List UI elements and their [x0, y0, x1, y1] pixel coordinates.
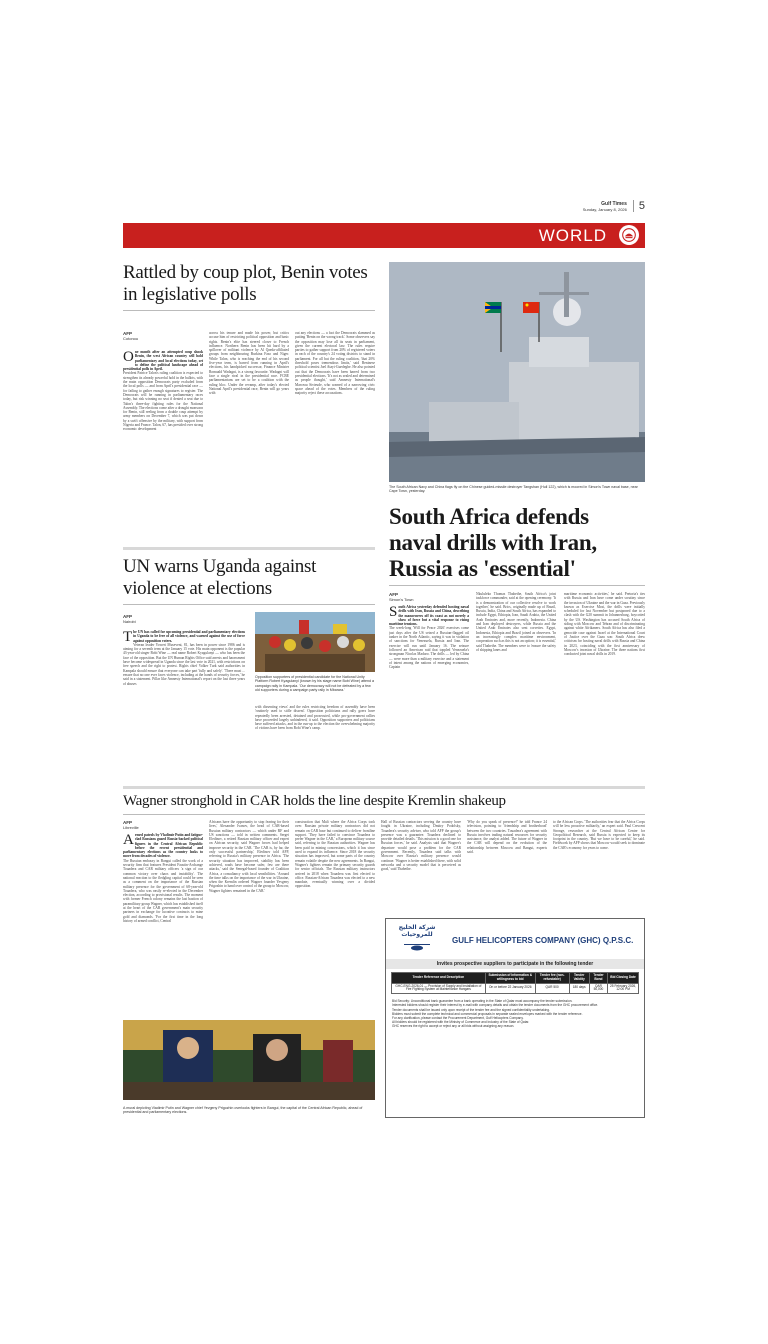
uganda-rally-illustration	[255, 612, 375, 672]
wagner-body-4: Hall of Russian contractors serving the country have fought in Ukraine, including Dmitry Podolsky, Touadera's security adviser, who told AFP the group's presence was a guarantee. Touadera declined to provide detailed details. 'This mission is a good one for Russian forces,' he said. Analysts said that Wagner's departure would pose a problem for the CAR government. Recently, Touadera said talks with Moscow over Russia's military presence would continue. 'Wagner is better established there, with solid networks and a security model that is perceived as good,' said Thabethe.	[381, 820, 461, 872]
newspaper-page	[123, 200, 645, 1140]
naval-column-3	[564, 592, 645, 780]
tender-cell: GHC-ENG-2026-01 — Provision of Supply and Installation of Fire Fighting System at Maintenance Hangars	[392, 983, 486, 994]
ad-notes	[386, 997, 644, 1030]
naval-ship-photo	[389, 262, 645, 482]
emblem-graphic	[622, 228, 636, 242]
naval-article	[389, 504, 645, 582]
uganda-rule	[123, 604, 375, 605]
tender-header-cell: Tender Validity	[569, 973, 589, 984]
wagner-body-2: Africans have the opportunity to stop fearing for their lives,' Alexander Ivanov, the head of CAR-based Russian military contractors — which under RF and US sanctions — told in written comments. Sergei Eledinov, a retired Russian military officer and expert on African security, said Wagner forces had helped improve security in the CAR. 'The CAR is, by far, the only successful partnership,' Eledinov told AFP, referring to Russia's military presence in Africa. 'The security situation has improved, stability has been achieved, roads have become safer, few are there attacks,' said the Senegal-based founder of Coalition Africa, a consultancy with local sensibilities. 'Around the time talks on the importance of the war in Ukraine, when the Kremlin ordered Wagner founder Yevgeny Prigozhin to hand over control of the group to Moscow, Wagner fighters remained in the CAR.'	[209, 820, 289, 893]
publication-date: Sunday, January 8, 2026	[582, 206, 627, 212]
ad-note: GHC reserves the right to accept or reject any or all bids without assigning any reason.	[392, 1024, 515, 1029]
benin-column-1	[123, 350, 203, 650]
ad-invitation: Invites prospective suppliers to participate in the following tender	[386, 959, 644, 969]
wagner-body-5: 'Why do you speak of presence?' he told France 24 television, pointing to 'friendship and brotherhood' between the two countries. Touadera's agreement with Russia involves trading natural resources for security assistance, the analyst added. The future of Wagner in the CAR will depend on the evolution of the relationship between Moscow and Bangui, experts said.	[467, 820, 547, 855]
ad-note: Bidders must submit the complete technical and commercial proposals in separate sealed envelopes marked with the tender reference.	[392, 1011, 583, 1016]
naval-ship-illustration	[389, 262, 645, 482]
benin-byline	[123, 331, 203, 341]
wagner-column-3	[295, 820, 375, 1013]
wagner-byline	[123, 820, 203, 830]
wagner-mural-photo	[123, 1020, 375, 1100]
wagner-lead: rmed patrols by Vladimir Putin and fatigue-clad Russians guard Russia-backed political figures in the Central African Republic before the recent presidential and parliamentary elections as the country looks to move from decades of violence.	[123, 833, 203, 859]
ad-company-arabic: شركة الخليج للمروحيات	[398, 924, 436, 938]
benin-lead: ne month after an attempted coup shook Benin, the west African country will hold parliamentary and local elections today, set to define the political landscape ahead of presidential polls in April.	[123, 350, 203, 372]
ad-note: All bidders should be registered with the Ministry of Commerce and Industry of the State of Qatar.	[392, 1020, 530, 1025]
uganda-agency: AFP	[123, 614, 132, 619]
section-label: WORLD	[538, 226, 607, 245]
naval-column-2	[476, 592, 556, 780]
wagner-mural-illustration	[123, 1020, 375, 1100]
ad-logo	[392, 924, 442, 956]
uganda-lead: he UN has called for upcoming presidential and parliamentary elections in Uganda to be free of all violence, and warned against the use of force against opposition voters.	[133, 630, 245, 643]
wagner-body-6: to the African Corps. 'The authorities fear that the Africa Corps will be less proactive militarily,' an expert said. Paul Crescent Stronge, researcher at the Central African Centre for Geopolitical Research, said Russia is expected to keep its footprint in the country. 'But we have to be careful,' he said. Fieldwork by AFP shows that Moscow would seek to dominate the CAR's economy for years to come.	[553, 820, 645, 850]
benin-article	[123, 262, 375, 306]
benin-body-2: across his tenure and made his power, but critics accuse him of restricting political opposition and basic rights. Benin's elite has steered closer to French influence. Northern Benin has been hit hard by a spillover of militant violence by Al Qaeda-affiliated groups from neighbouring Burkina Faso and Niger. While Talon, who is reaching the end of his second five-year term, is barred from running in April's elections, his handpicked successor, Finance Minister Romuald Wadagni, is a strong favourite. Wadagni will face a single rival in the presidential race. FCBE parliamentarians are set to be a coalition with the ruling bloc. Under the revamp, after today's elected National April's presidential race, Benin will go years with	[209, 331, 289, 396]
tender-cell: QAR 50,000	[589, 983, 607, 994]
uganda-article	[123, 556, 375, 600]
benin-dropcap: O	[123, 350, 134, 365]
uganda-dropcap: T	[123, 630, 133, 645]
tender-table	[391, 972, 639, 994]
tender-cell: QAR 500	[535, 983, 569, 994]
tender-header-cell: Tender Bond	[589, 973, 607, 984]
uganda-photo-caption: Opposition supporters of presidential candidate for the National Unity Platform Robert Kyagulanyi (known by his stage name Bobi Wine) attend a campaign rally in Kampala. 'Our democracy will not be defeated by a few old supporters during a campaign party rally in Mbarara.'	[255, 675, 375, 693]
benin-rule	[123, 310, 375, 311]
wagner-body-1: The Russian embassy in Bangui called the work of a security firm that features President Faustin-Archange Touadera and CAR military officers 'a sign of our common victory over chaos and instability'. The national reaction to the fledgling capital could be seen as a comment on the importance of the Russian military presence for the government of 68-year-old Touadera, who was easily re-elected in the December election, according to provisional results. The moment with former French colony remains the last bastion of paramilitary group Wagner, which has established itself at the heart of the CAR government's main security partners in exchange for lucrative contracts to mine gold and diamonds. 'For the first time in the long history of armed conflict, Central	[123, 858, 203, 923]
helicopter-icon	[402, 943, 432, 951]
wagner-headline: Wagner stronghold in CAR holds the line despite Kremlin shakeup	[123, 793, 506, 809]
benin-column-3	[295, 331, 375, 541]
publication-name: Gulf Times	[601, 200, 627, 207]
wagner-location: Libreville	[123, 825, 139, 830]
benin-body-3: out any elections — a fact the Democrats slammed as putting 'Benin on the wrong track'. Some observers say the opposition may lose all its seats in parliament, given the current electoral law. The rules require parties to gather support from 20% of registered voters in each of the country's 24 voting districts to stand in parliament. For all but the ruling coalition, 'that 20% threshold poses tremendous limits,' said Beninese political scientist Joel Atayi-Guedegbe. He also pointed out that the Democrats have been barred from two presidential elections. 'It's not as sealed and determined as people thought,' said Amnesty International's Marceau Sivieude, who warned of a narrowing civic space ahead of the votes. Members of the ruling majority reject these accusations.	[295, 331, 375, 396]
uganda-byline	[123, 614, 245, 624]
uganda-body-1: Veteran leader Yoweri Museveni, 81, has been in power since 1986 and is aiming for a seventh term at the January 15 vote. His main opponent is the popular 43-year-old singer Bobi Wine — real name Robert Kyagulanyi — who has been the face of the opposition. But the UN Human Rights Office said arrests and harassment have become widespread in Uganda since the last vote in 2021, with restrictions on free speech and the right to protest. Rights chief Volker Turk said authorities in Kampala should ensure that everyone can take part 'fully and safely'. 'There must ... ensure that no one ever faces violence, including at the hands of security forces,' he said in a statement. Pillar like Amnesty International's report on the last three years of abuses	[123, 642, 245, 686]
benin-body-1: President Patrice Talon's ruling coalition is expected to strengthen its already powerful hold in the ballots, with the main opposition Democrats party excluded from the local polls — and from April's presidential race — for failing to gather enough signatures to register. The Democrats will be running in parliamentary races today, but risk winning no seat if denied a seat due to Talon's three-day fighting rules for the National Assembly. The elections come after a drought monsoon for Benin, still reeling from a double coup attempt by army members on December 7, which was put down by a swift offensive by the military, with support from Nigeria and France. Talon, 67, has presided over strong economic development	[123, 371, 203, 432]
naval-body-2: Nkululeko Thomas Thabethe, South Africa's joint taskforce commander, said at the opening ceremony. 'It is a demonstration of our collective resolve to work together,' he said. Brics, originally made up of Brazil, Russia, India, China and South Africa, has expanded to include Egypt, Ethiopia, Iran, Saudi Arabia, the United Arab Emirates and, more recently, Indonesia. China and Iran deployed destroyers, while Russia and the United Arab Emirates also sent corvettes. Egypt, Indonesia, Ethiopia and Brazil joined as observers. 'In an increasingly complex maritime environment, cooperation such as this is not an option; it is essential,' said Thabethe. The members were to 'ensure the safety of shipping lanes and	[476, 592, 556, 652]
wagner-article	[123, 792, 645, 810]
tender-header-cell: Tender Reference and Description	[392, 973, 486, 984]
wagner-column-6	[553, 820, 645, 910]
tender-advertisement	[385, 918, 645, 1118]
ad-note: Bid Security: Unconditional bank guarantee from a bank operating in the State of Qatar must accompany the tender submission.	[392, 999, 573, 1004]
uganda-column-2	[255, 705, 375, 780]
wagner-agency: AFP	[123, 820, 132, 825]
wagner-dropcap: A	[123, 833, 134, 848]
naval-body-1: The week-long 'Will for Peace 2026' exercises come just days after the US seized a Russian-flagged oil tanker in the North Atlantic, saying it was in violation of sanctions for Venezuela, Russia and Iran. The exercise will run until January 16. The seizure followed an American raid that toppled Venezuela's strongman Nicolas Maduro. The drills — led by China — were more than a military exercise and a statement of intent among the nations of emerging economies, Captain	[389, 626, 469, 670]
ad-header	[386, 919, 644, 959]
ad-note: For any clarification, please contact the Procurement Department, Gulf Helicopters Company.	[392, 1016, 524, 1020]
uganda-column-1	[123, 630, 245, 780]
tender-header-cell: Tender fee (non-refundable)	[535, 973, 569, 984]
wagner-column-1	[123, 833, 203, 1013]
masthead	[123, 200, 645, 220]
uganda-rally-photo	[255, 612, 375, 672]
page-number: 5	[633, 200, 645, 212]
tender-cell: On or before 22 January 2026	[485, 983, 535, 994]
wagner-photo-caption: A mural depicting Vladimir Putin and Wagner chief Yevgeny Prigozhin overlooks fighters in Bangui, the capital of the Central African Republic, ahead of presidential and parliamentary elections.	[123, 1106, 363, 1115]
uganda-headline: UN warns Uganda against violence at elections	[123, 556, 317, 599]
wagner-column-5	[467, 820, 547, 910]
naval-location: Simon's Town	[389, 597, 414, 602]
naval-lead: outh Africa yesterday defended hosting naval drills with Iran, Russia and China, describing the manoeuvres off its coast as not merely a show of force but a vital response to rising maritime tensions.	[389, 605, 469, 627]
naval-photo-caption: The South African Navy and China flags fly on the Chinese guided-missile destroyer Tangshan (Hull 122), which is moored in Simon's Town naval base, near Cape Town, yesterday.	[389, 485, 638, 494]
ad-company-name: GULF HELICOPTERS COMPANY (GHC) Q.P.S.C.	[452, 935, 634, 945]
tender-header-cell: Bid Closing Date	[608, 973, 639, 984]
ad-note: Tender documents shall be issued only upon receipt of the tender fee and the signed confidentiality undertaking.	[392, 1007, 550, 1012]
naval-agency: AFP	[389, 592, 398, 597]
benin-headline: Rattled by coup plot, Benin votes in legislative polls	[123, 262, 368, 305]
ad-note: Interested bidders should register their interest by e-mail with company details and obtain the tender documents from the GHC procurement office.	[392, 1003, 599, 1008]
tender-header-cell: Submission of Information & willingness to bid	[485, 973, 535, 984]
benin-location: Cotonou	[123, 336, 139, 341]
naval-headline: South Africa defends naval drills with Iran, Russia as 'essential'	[389, 504, 597, 581]
section-divider-1	[123, 547, 375, 550]
naval-dropcap: S	[389, 605, 398, 620]
publication-info	[583, 201, 627, 212]
wagner-column-4	[381, 820, 461, 910]
naval-column-1	[389, 605, 469, 780]
tender-cell: 180 days	[569, 983, 589, 994]
uganda-location: Nairobi	[123, 619, 136, 624]
tender-table-row	[392, 983, 639, 994]
naval-byline	[389, 592, 469, 602]
benin-agency: AFP	[123, 331, 132, 336]
wagner-rule	[123, 814, 645, 815]
tender-table-header	[392, 973, 639, 984]
naval-rule	[389, 585, 645, 586]
section-divider-2	[123, 786, 645, 789]
masthead-info	[583, 200, 645, 212]
ad-table-wrap	[386, 969, 644, 997]
uganda-body-2: with dissenting views' and the rules restricting freedom of assembly have been 'routinely used to stifle dissent'. Opposition politicians and rally goers have repeatedly been arrested, detained and prosecuted, while pro-government rallies have proceeded largely unhindered, it said. Opposition supporters and politicians have suffered attacks, and in the run-up to the election the overwhelming majority of victims have been from Bobi Wine's camp.	[255, 705, 375, 731]
section-bar	[123, 223, 645, 248]
naval-body-3: maritime economic activities,' he said. Pretoria's ties with Russia and Iran have come under scrutiny since the invasion of Ukraine and the war in Gaza. Previously known as Exercise Mosi, the drills were initially scheduled for last November but postponed due to a clash with the G20 summit in Johannesburg, boycotted by the US. Washington has accused South Africa of siding with Moscow and Tehran and of discriminating against white Afrikaners. South Africa has also filed a genocide case against Israel at the International Court of Justice over the Gaza war. South Africa drew criticism for hosting naval drills with Russia and China in 2023, coinciding with the first anniversary of Moscow's invasion of Ukraine. The three nations first conducted joint naval drills in 2019.	[564, 592, 645, 657]
wagner-body-3: construction that Mali where the Africa Corps took over. Russian private military contractors did not remain on CAR base but continued to deliver frontline support. 'They have failed to convince Touadera to prefer Wagner in the CAR,' a European military source said, referring to the Russian authorities. Wagner has been paid in mining concessions, which it has since used to expand its influence. Since 2018 the security situation has improved, but some parts of the country remain volatile despite the new agreements. In Bangui, Wagner's fighters remain the primary security guards for senior officials. The Russian military instructors arrived in 2018 when Touadera was first elected to office. Russian-African Touadera was elected to a new mandate, eventually winning over a divided opposition.	[295, 820, 375, 889]
qatar-emblem-icon	[619, 225, 639, 245]
benin-column-2	[209, 331, 289, 541]
tender-cell: 25 February 2026, 12:00 PM	[608, 983, 639, 994]
wagner-column-2	[209, 820, 289, 1013]
